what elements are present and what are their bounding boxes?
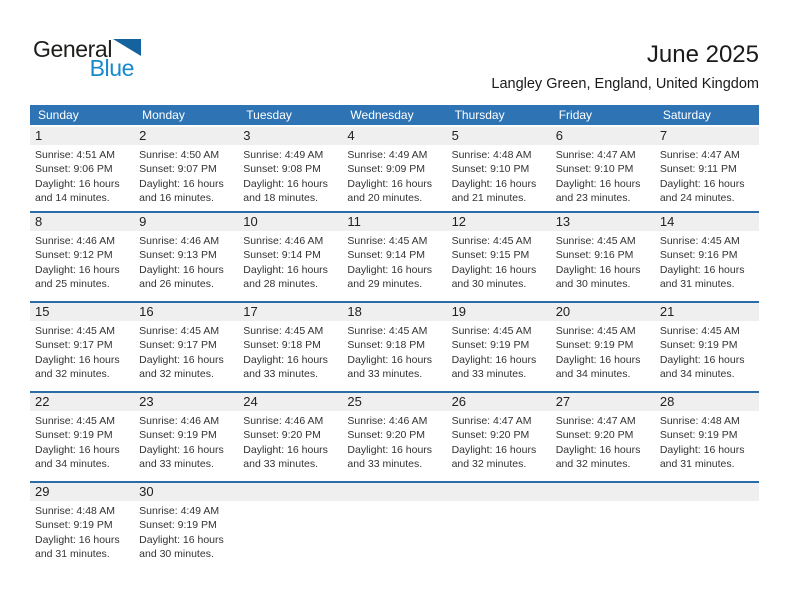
sunset-text: Sunset: 9:07 PM: [139, 163, 217, 176]
daylight-text: Daylight: 16 hours and 20 minutes.: [347, 177, 433, 205]
sunrise-text: Sunrise: 4:47 AM: [555, 415, 636, 427]
day-info: [551, 411, 655, 472]
sunset-text: Sunset: 9:06 PM: [35, 163, 113, 176]
day-number: 11: [342, 213, 446, 231]
day-number: 25: [342, 393, 446, 411]
daylight-text: Daylight: 16 hours and 28 minutes.: [243, 263, 328, 291]
sunset-text: Sunset: 9:19 PM: [659, 429, 738, 442]
day-cell: [655, 393, 759, 481]
day-number: 20: [551, 303, 655, 321]
day-info: [30, 145, 134, 206]
daylight-text: Daylight: 16 hours and 32 minutes.: [555, 443, 641, 471]
sunset-text: Sunset: 9:17 PM: [35, 339, 113, 352]
day-number: 2: [134, 127, 238, 145]
logo-text-general: General: [33, 36, 113, 62]
week-row: [30, 391, 759, 481]
day-cell: [238, 393, 342, 481]
sunset-text: Sunset: 9:20 PM: [451, 429, 530, 442]
sunset-text: Sunset: 9:12 PM: [35, 249, 113, 262]
weekday-header: Tuesday: [246, 108, 292, 122]
week-row: [30, 481, 759, 571]
day-info: [551, 145, 655, 206]
sunrise-text: Sunrise: 4:49 AM: [243, 149, 324, 161]
daylight-text: Daylight: 16 hours and 30 minutes.: [139, 533, 224, 561]
weekday-header: Thursday: [454, 108, 505, 122]
day-number: [447, 483, 551, 501]
page-title: June 2025: [646, 41, 759, 68]
daylight-text: Daylight: 16 hours and 30 minutes.: [555, 263, 641, 291]
sunset-text: Sunset: 9:11 PM: [659, 163, 737, 176]
day-cell: [447, 213, 551, 301]
sunset-text: Sunset: 9:19 PM: [659, 339, 738, 352]
sunset-text: Sunset: 9:13 PM: [139, 249, 217, 262]
day-info: [238, 321, 342, 382]
day-cell: [655, 127, 759, 211]
day-info: [447, 145, 551, 206]
week-row: [30, 211, 759, 301]
sunset-text: Sunset: 9:19 PM: [555, 339, 634, 352]
day-cell: [134, 213, 238, 301]
sunrise-text: Sunrise: 4:45 AM: [243, 325, 324, 337]
sunrise-text: Sunrise: 4:47 AM: [659, 149, 740, 161]
day-number: 26: [447, 393, 551, 411]
day-number: 15: [30, 303, 134, 321]
daylight-text: Daylight: 16 hours and 34 minutes.: [659, 353, 745, 381]
weekday-header: Wednesday: [350, 108, 414, 122]
day-cell: [551, 213, 655, 301]
daylight-text: Daylight: 16 hours and 33 minutes.: [347, 443, 433, 471]
day-number: 17: [238, 303, 342, 321]
sunset-text: Sunset: 9:08 PM: [243, 163, 321, 176]
sunrise-text: Sunrise: 4:45 AM: [555, 325, 636, 337]
sunrise-text: Sunrise: 4:45 AM: [347, 235, 428, 247]
day-cell: [551, 393, 655, 481]
day-info: [238, 411, 342, 472]
sunset-text: Sunset: 9:16 PM: [659, 249, 738, 262]
day-cell: [30, 303, 134, 391]
sunrise-text: Sunrise: 4:45 AM: [555, 235, 636, 247]
daylight-text: Daylight: 16 hours and 31 minutes.: [659, 263, 745, 291]
day-info: [655, 321, 759, 382]
sunset-text: Sunset: 9:16 PM: [555, 249, 634, 262]
sunset-text: Sunset: 9:10 PM: [555, 163, 634, 176]
daylight-text: Daylight: 16 hours and 25 minutes.: [35, 263, 120, 291]
empty-cell: [551, 483, 655, 571]
day-cell: [342, 303, 446, 391]
day-cell: [551, 303, 655, 391]
day-cell: [447, 127, 551, 211]
day-cell: [134, 303, 238, 391]
day-cell: [551, 127, 655, 211]
daylight-text: Daylight: 16 hours and 31 minutes.: [35, 533, 120, 561]
day-info: [30, 321, 134, 382]
sunset-text: Sunset: 9:15 PM: [451, 249, 530, 262]
weekday-header: Monday: [142, 108, 185, 122]
sunrise-text: Sunrise: 4:45 AM: [35, 325, 115, 337]
day-number: 21: [655, 303, 759, 321]
day-number: 27: [551, 393, 655, 411]
day-number: 5: [447, 127, 551, 145]
day-info: [134, 321, 238, 382]
sunset-text: Sunset: 9:18 PM: [243, 339, 321, 352]
day-info: [551, 231, 655, 292]
day-number: 7: [655, 127, 759, 145]
week-row: [30, 301, 759, 391]
daylight-text: Daylight: 16 hours and 16 minutes.: [139, 177, 224, 205]
logo-text-blue: Blue: [89, 55, 135, 81]
day-number: 24: [238, 393, 342, 411]
daylight-text: Daylight: 16 hours and 18 minutes.: [243, 177, 328, 205]
sunset-text: Sunset: 9:09 PM: [347, 163, 426, 176]
logo-triangle-icon: [113, 39, 141, 56]
calendar-grid: [30, 125, 759, 571]
sunrise-text: Sunrise: 4:45 AM: [659, 325, 740, 337]
sunrise-text: Sunrise: 4:45 AM: [451, 235, 532, 247]
weekday-header: Sunday: [38, 108, 79, 122]
title-block: [491, 38, 759, 92]
daylight-text: Daylight: 16 hours and 14 minutes.: [35, 177, 120, 205]
day-number: [551, 483, 655, 501]
day-info: [447, 411, 551, 472]
day-number: 22: [30, 393, 134, 411]
empty-cell: [342, 483, 446, 571]
day-number: 30: [134, 483, 238, 501]
day-number: 1: [30, 127, 134, 145]
sunset-text: Sunset: 9:20 PM: [243, 429, 321, 442]
day-info: [134, 231, 238, 292]
day-number: 19: [447, 303, 551, 321]
empty-cell: [655, 483, 759, 571]
daylight-text: Daylight: 16 hours and 33 minutes.: [347, 353, 433, 381]
day-cell: [30, 393, 134, 481]
sunrise-text: Sunrise: 4:46 AM: [243, 235, 324, 247]
sunrise-text: Sunrise: 4:45 AM: [451, 325, 532, 337]
sunset-text: Sunset: 9:19 PM: [139, 429, 217, 442]
weekday-header-row: [30, 105, 759, 125]
sunrise-text: Sunrise: 4:48 AM: [659, 415, 740, 427]
sunset-text: Sunset: 9:19 PM: [139, 519, 217, 532]
general-blue-logo: [33, 38, 141, 80]
daylight-text: Daylight: 16 hours and 33 minutes.: [243, 353, 328, 381]
day-info: [238, 145, 342, 206]
sunset-text: Sunset: 9:19 PM: [35, 519, 113, 532]
daylight-text: Daylight: 16 hours and 33 minutes.: [243, 443, 328, 471]
sunset-text: Sunset: 9:19 PM: [35, 429, 113, 442]
daylight-text: Daylight: 16 hours and 30 minutes.: [451, 263, 537, 291]
sunrise-text: Sunrise: 4:45 AM: [139, 325, 220, 337]
day-cell: [134, 393, 238, 481]
day-info: [134, 501, 238, 562]
daylight-text: Daylight: 16 hours and 29 minutes.: [347, 263, 433, 291]
sunrise-text: Sunrise: 4:50 AM: [139, 149, 220, 161]
day-cell: [238, 213, 342, 301]
week-row: [30, 125, 759, 211]
sunrise-text: Sunrise: 4:46 AM: [139, 235, 220, 247]
day-number: 13: [551, 213, 655, 231]
sunset-text: Sunset: 9:20 PM: [347, 429, 426, 442]
day-cell: [655, 213, 759, 301]
daylight-text: Daylight: 16 hours and 23 minutes.: [555, 177, 641, 205]
sunrise-text: Sunrise: 4:45 AM: [347, 325, 428, 337]
day-info: [655, 231, 759, 292]
day-info: [30, 231, 134, 292]
sunset-text: Sunset: 9:14 PM: [243, 249, 321, 262]
sunrise-text: Sunrise: 4:46 AM: [35, 235, 115, 247]
day-info: [30, 411, 134, 472]
day-number: 4: [342, 127, 446, 145]
sunset-text: Sunset: 9:17 PM: [139, 339, 217, 352]
sunset-text: Sunset: 9:19 PM: [451, 339, 530, 352]
day-info: [134, 145, 238, 206]
empty-cell: [447, 483, 551, 571]
day-cell: [134, 127, 238, 211]
day-cell: [655, 303, 759, 391]
day-info: [30, 501, 134, 562]
sunset-text: Sunset: 9:18 PM: [347, 339, 426, 352]
day-cell: [30, 213, 134, 301]
day-info: [447, 321, 551, 382]
day-info: [342, 321, 446, 382]
day-number: 3: [238, 127, 342, 145]
sunset-text: Sunset: 9:20 PM: [555, 429, 634, 442]
sunrise-text: Sunrise: 4:47 AM: [555, 149, 636, 161]
day-number: [655, 483, 759, 501]
daylight-text: Daylight: 16 hours and 24 minutes.: [659, 177, 745, 205]
weekday-header: Saturday: [662, 108, 711, 122]
sunset-text: Sunset: 9:14 PM: [347, 249, 426, 262]
sunrise-text: Sunrise: 4:46 AM: [347, 415, 428, 427]
day-number: 16: [134, 303, 238, 321]
page-header: [33, 38, 759, 92]
day-number: 6: [551, 127, 655, 145]
sunrise-text: Sunrise: 4:48 AM: [35, 505, 115, 517]
day-number: [238, 483, 342, 501]
day-cell: [30, 483, 134, 571]
day-number: 23: [134, 393, 238, 411]
page-subtitle: Langley Green, England, United Kingdom: [491, 75, 759, 92]
calendar: [30, 105, 759, 571]
day-info: [342, 145, 446, 206]
daylight-text: Daylight: 16 hours and 32 minutes.: [35, 353, 120, 381]
day-cell: [447, 303, 551, 391]
daylight-text: Daylight: 16 hours and 33 minutes.: [139, 443, 224, 471]
daylight-text: Daylight: 16 hours and 21 minutes.: [451, 177, 537, 205]
sunrise-text: Sunrise: 4:49 AM: [347, 149, 428, 161]
day-info: [342, 411, 446, 472]
day-cell: [238, 127, 342, 211]
day-cell: [447, 393, 551, 481]
sunset-text: Sunset: 9:10 PM: [451, 163, 530, 176]
sunrise-text: Sunrise: 4:46 AM: [139, 415, 220, 427]
day-number: 29: [30, 483, 134, 501]
weekday-header: Friday: [558, 108, 593, 122]
day-info: [551, 321, 655, 382]
day-info: [238, 231, 342, 292]
sunrise-text: Sunrise: 4:48 AM: [451, 149, 532, 161]
day-cell: [30, 127, 134, 211]
day-cell: [238, 303, 342, 391]
day-info: [655, 411, 759, 472]
day-number: 8: [30, 213, 134, 231]
day-cell: [342, 213, 446, 301]
day-number: 28: [655, 393, 759, 411]
day-number: 12: [447, 213, 551, 231]
day-info: [134, 411, 238, 472]
day-info: [342, 231, 446, 292]
day-cell: [134, 483, 238, 571]
day-cell: [342, 127, 446, 211]
sunrise-text: Sunrise: 4:47 AM: [451, 415, 532, 427]
daylight-text: Daylight: 16 hours and 32 minutes.: [451, 443, 537, 471]
sunrise-text: Sunrise: 4:51 AM: [35, 149, 115, 161]
day-number: 14: [655, 213, 759, 231]
daylight-text: Daylight: 16 hours and 34 minutes.: [555, 353, 641, 381]
daylight-text: Daylight: 16 hours and 32 minutes.: [139, 353, 224, 381]
day-number: 9: [134, 213, 238, 231]
sunrise-text: Sunrise: 4:45 AM: [659, 235, 740, 247]
daylight-text: Daylight: 16 hours and 26 minutes.: [139, 263, 224, 291]
daylight-text: Daylight: 16 hours and 33 minutes.: [451, 353, 537, 381]
day-number: 10: [238, 213, 342, 231]
sunrise-text: Sunrise: 4:49 AM: [139, 505, 220, 517]
sunrise-text: Sunrise: 4:45 AM: [35, 415, 115, 427]
daylight-text: Daylight: 16 hours and 31 minutes.: [659, 443, 745, 471]
daylight-text: Daylight: 16 hours and 34 minutes.: [35, 443, 120, 471]
day-cell: [342, 393, 446, 481]
empty-cell: [238, 483, 342, 571]
sunrise-text: Sunrise: 4:46 AM: [243, 415, 324, 427]
day-number: [342, 483, 446, 501]
day-number: 18: [342, 303, 446, 321]
day-info: [447, 231, 551, 292]
day-info: [655, 145, 759, 206]
